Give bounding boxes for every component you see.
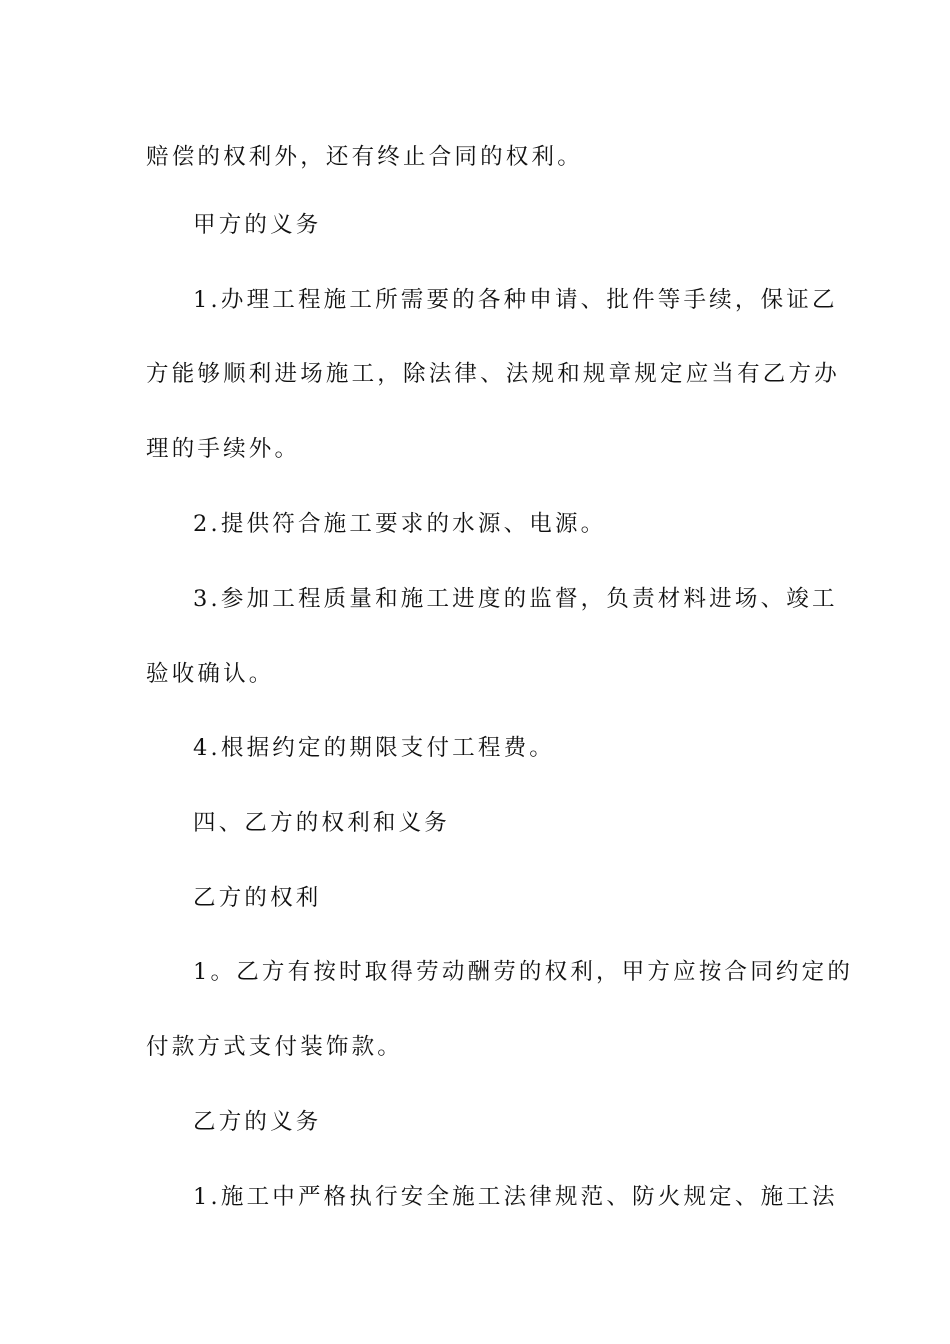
section-heading: 四、乙方的权利和义务 xyxy=(193,810,451,836)
paragraph-line: 方能够顺利进场施工，除法律、法规和规章规定应当有乙方办 xyxy=(146,361,840,387)
paragraph-line: 付款方式支付装饰款。 xyxy=(146,1034,404,1060)
section-heading: 乙方的义务 xyxy=(193,1109,322,1135)
paragraph-line: 4.根据约定的期限支付工程费。 xyxy=(193,735,555,761)
paragraph-line: 1。乙方有按时取得劳动酬劳的权利，甲方应按合同约定的 xyxy=(193,959,854,985)
paragraph-line: 验收确认。 xyxy=(146,661,275,687)
paragraph-line: 赔偿的权利外，还有终止合同的权利。 xyxy=(146,144,583,170)
paragraph-line: 3.参加工程质量和施工进度的监督，负责材料进场、竣工 xyxy=(193,586,838,612)
paragraph-line: 1.办理工程施工所需要的各种申请、批件等手续，保证乙 xyxy=(193,287,838,313)
section-heading: 甲方的义务 xyxy=(193,212,322,238)
paragraph-line: 理的手续外。 xyxy=(146,436,301,462)
paragraph-line: 1.施工中严格执行安全施工法律规范、防火规定、施工法 xyxy=(193,1184,838,1210)
section-heading: 乙方的权利 xyxy=(193,885,322,911)
paragraph-line: 2.提供符合施工要求的水源、电源。 xyxy=(193,511,607,537)
